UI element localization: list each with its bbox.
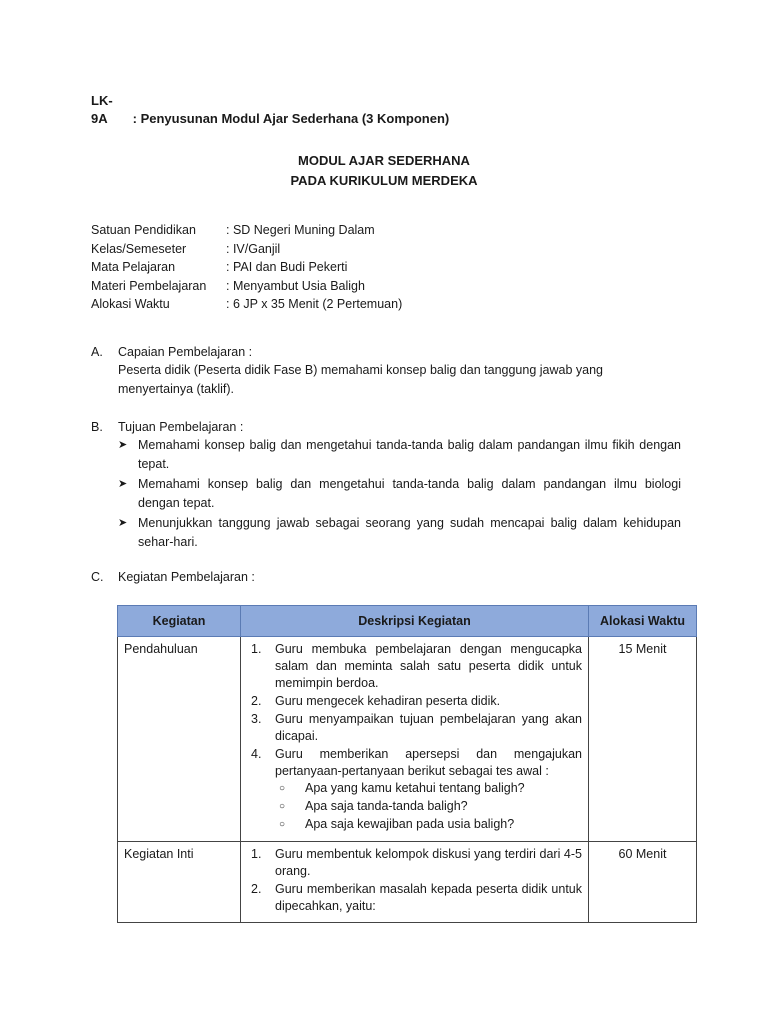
section-letter: C. <box>91 570 104 584</box>
section-heading: Tujuan Pembelajaran : <box>118 420 244 434</box>
section-heading: Kegiatan Pembelajaran : <box>118 570 255 584</box>
section-letter: B. <box>91 420 103 434</box>
list-item: 2. Guru memberikan masalah kepada peserta didik untuk dipecahkan, yaitu: <box>251 882 582 913</box>
step-text: Guru membuka pembelajaran dengan mengucapka salam dan meminta salah satu peserta didik untuk memimpin berdoa. <box>275 642 582 690</box>
section-body: Peserta didik (Peserta didik Fase B) memahami konsep balig dan tanggung jawab yang menyertainya (taklif). <box>118 363 603 396</box>
activity-table <box>117 605 697 923</box>
circle-bullet-icon: ○ <box>279 801 286 812</box>
section-capaian <box>91 343 681 399</box>
description-cell <box>241 842 589 923</box>
step-list <box>247 846 582 915</box>
identity-value: : 6 JP x 35 Menit (2 Pertemuan) <box>226 297 403 311</box>
identity-label: Kelas/Semeseter <box>91 241 187 256</box>
worksheet-id <box>91 92 449 128</box>
question-text: Apa saja tanda-tanda baligh? <box>305 799 468 813</box>
column-header-alokasi: Alokasi Waktu <box>589 606 697 637</box>
column-header-kegiatan: Kegiatan <box>118 606 241 637</box>
section-tujuan <box>91 418 681 553</box>
list-item <box>118 514 681 552</box>
step-text: Guru memberikan apersepsi dan mengajukan pertanyaan-pertanyaan berikut sebagai tes awal : <box>275 747 582 778</box>
step-text: Guru membentuk kelompok diskusi yang terdiri dari 4-5 orang. <box>275 847 582 878</box>
identity-label: Alokasi Waktu <box>91 297 170 311</box>
title-line-1: MODUL AJAR SEDERHANA <box>298 153 470 168</box>
time-cell: 60 Menit <box>589 842 697 923</box>
identity-value: : SD Negeri Muning Dalam <box>226 223 375 237</box>
activity-cell: Pendahuluan <box>118 637 241 842</box>
identity-row <box>91 277 691 296</box>
section-heading: Capaian Pembelajaran : <box>118 345 253 359</box>
section-kegiatan <box>91 568 681 586</box>
identity-label: Satuan Pendidikan <box>91 223 196 237</box>
identity-label: Mata Pelajaran <box>91 260 176 274</box>
identity-row <box>91 240 691 259</box>
list-item: 3. Guru menyampaikan tujuan pembelajaran yang akan dicapai. <box>251 712 582 743</box>
list-item <box>275 816 582 833</box>
list-item <box>118 436 681 474</box>
list-item: 4. Guru memberikan apersepsi dan mengajukan pertanyaan-pertanyaan berikut sebagai tes awal : ○ Apa yang kamu ketahui tentang baligh? ○ Apa saja tanda-tanda baligh? ○ Apa saja kewajiban pada usia baligh? <box>251 747 582 831</box>
arrowhead-bullet-icon: ➤ <box>118 478 128 490</box>
circle-bullet-icon: ○ <box>279 819 286 830</box>
identity-label: Materi Pembelajaran <box>91 278 207 293</box>
column-header-deskripsi: Deskripsi Kegiatan <box>241 606 589 637</box>
list-item <box>118 475 681 513</box>
document-title <box>0 151 768 191</box>
section-letter: A. <box>91 345 103 359</box>
identity-row <box>91 221 691 240</box>
list-item: 1. Guru membuka pembelajaran dengan mengucapka salam dan meminta salah satu peserta didik untuk memimpin berdoa. <box>251 642 582 690</box>
step-text: Guru memberikan masalah kepada peserta didik untuk dipecahkan, yaitu: <box>275 882 582 913</box>
question-text: Apa yang kamu ketahui tentang baligh? <box>305 781 525 795</box>
step-list <box>247 641 582 834</box>
activity-cell: Kegiatan Inti <box>118 842 241 923</box>
identity-row <box>91 258 691 277</box>
identity-value: : IV/Ganjil <box>226 241 281 256</box>
arrowhead-bullet-icon: ➤ <box>118 517 128 529</box>
step-text: Guru mengecek kehadiran peserta didik. <box>275 694 501 708</box>
table-row <box>118 842 697 923</box>
description-cell <box>241 637 589 842</box>
worksheet-title: : Penyusunan Modul Ajar Sederhana (3 Komponen) <box>132 111 450 126</box>
list-item <box>275 798 582 815</box>
identity-value: : PAI dan Budi Pekerti <box>226 260 348 274</box>
question-list <box>275 780 582 833</box>
step-text: Guru menyampaikan tujuan pembelajaran yang akan dicapai. <box>275 712 582 743</box>
question-text: Apa saja kewajiban pada usia baligh? <box>305 817 515 831</box>
objective-list <box>118 436 681 552</box>
table-header-row <box>118 606 697 637</box>
identity-block <box>91 221 691 314</box>
table-row <box>118 637 697 842</box>
objective-text: Menunjukkan tanggung jawab sebagai seorang yang sudah mencapai balig dalam kehidupan sehar-hari. <box>138 516 681 549</box>
list-item <box>275 780 582 797</box>
time-cell: 15 Menit <box>589 637 697 842</box>
arrowhead-bullet-icon: ➤ <box>118 439 128 451</box>
title-line-2: PADA KURIKULUM MERDEKA <box>290 173 478 188</box>
identity-row <box>91 295 691 314</box>
list-item: 2. Guru mengecek kehadiran peserta didik. <box>247 693 582 710</box>
objective-text: Memahami konsep balig dan mengetahui tanda-tanda balig dalam pandangan ilmu biologi dengan tepat. <box>138 477 681 510</box>
list-item: 1. Guru membentuk kelompok diskusi yang terdiri dari 4-5 orang. <box>251 847 582 878</box>
circle-bullet-icon: ○ <box>279 783 286 794</box>
worksheet-code: LK-9A <box>91 93 113 126</box>
identity-value: : Menyambut Usia Baligh <box>226 278 365 293</box>
objective-text: Memahami konsep balig dan mengetahui tanda-tanda balig dalam pandangan ilmu fikih dengan tepat. <box>138 438 681 471</box>
